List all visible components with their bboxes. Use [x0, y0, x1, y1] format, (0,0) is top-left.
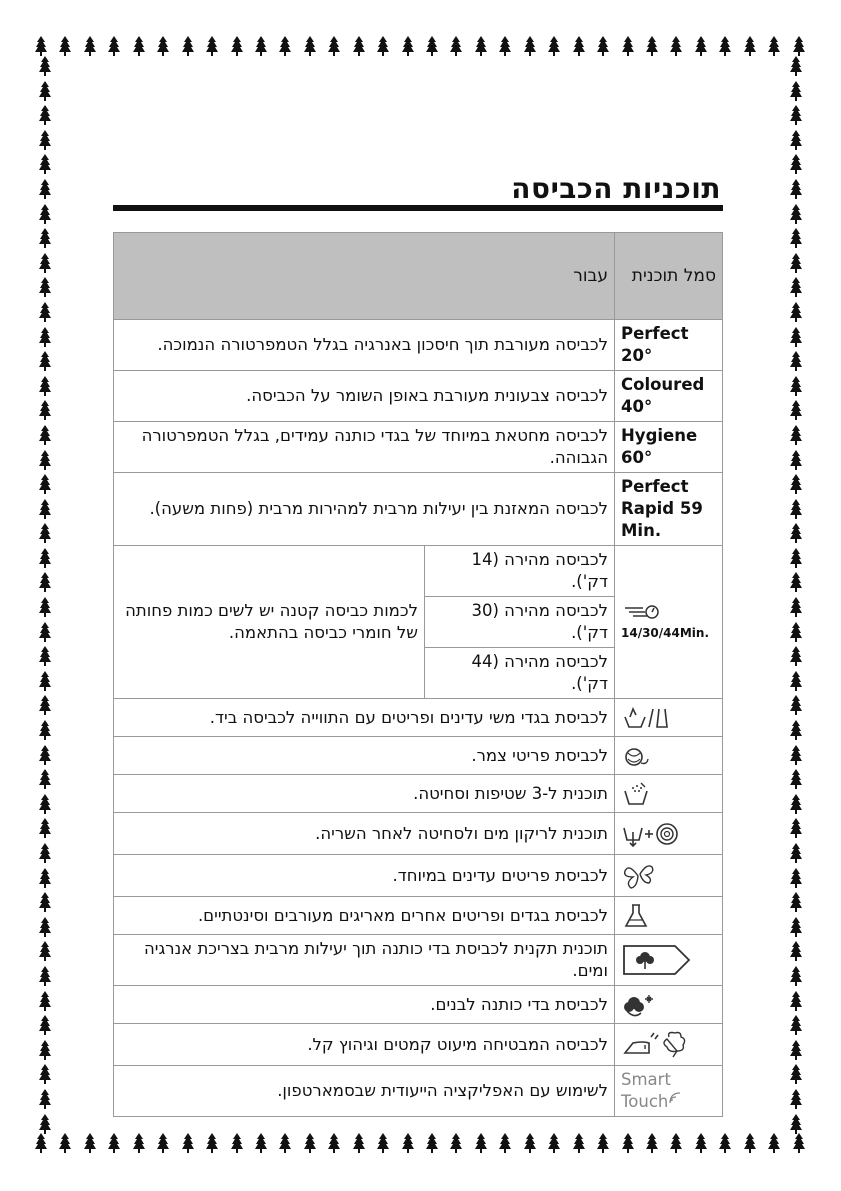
tree-icon: [83, 1133, 97, 1155]
tree-icon: [789, 253, 803, 273]
tree-icon: [303, 1133, 317, 1155]
tree-icon: [38, 991, 52, 1011]
table-header: [114, 233, 723, 320]
table-row: [114, 986, 723, 1024]
tree-icon: [278, 1133, 292, 1155]
tree-icon: [38, 966, 52, 986]
quick-wash-icon: [621, 603, 661, 621]
border-top: [34, 36, 806, 58]
title-underline: [113, 205, 723, 211]
table-row: [114, 422, 723, 473]
program-symbol: Perfect 20°: [615, 320, 723, 371]
tree-icon: [38, 720, 52, 740]
tree-icon: [789, 425, 803, 445]
tree-icon: [789, 277, 803, 297]
tree-icon: [38, 818, 52, 838]
tree-icon: [789, 204, 803, 224]
tree-icon: [38, 523, 52, 543]
tree-icon: [572, 1133, 586, 1155]
tree-icon: [254, 36, 268, 58]
quick-note: לכמות כביסה קטנה יש לשים כמות פחותה של חומרי כביסה בהתאמה.: [114, 546, 425, 699]
tree-icon: [789, 695, 803, 715]
tree-icon: [498, 1133, 512, 1155]
tree-icon: [621, 1133, 635, 1155]
tree-icon: [789, 917, 803, 937]
tree-icon: [132, 1133, 146, 1155]
tree-icon: [645, 1133, 659, 1155]
eco-cotton-icon: [621, 943, 693, 977]
table-row: [114, 775, 723, 813]
cotton-white-icon: [621, 991, 655, 1019]
tree-icon: [38, 671, 52, 691]
tree-icon: [792, 36, 806, 58]
tree-icon: [230, 36, 244, 58]
tree-icon: [596, 36, 610, 58]
program-symbol: Coloured 40°: [615, 371, 723, 422]
tree-icon: [449, 1133, 463, 1155]
tree-icon: [34, 1133, 48, 1155]
butterfly-delicate-icon: [621, 861, 657, 891]
tree-icon: [789, 966, 803, 986]
tree-icon: [38, 450, 52, 470]
tree-icon: [376, 1133, 390, 1155]
tree-icon: [789, 499, 803, 519]
tree-icon: [789, 991, 803, 1011]
program-desc: לכביסת בדי כותנה לבנים.: [114, 986, 615, 1024]
tree-icon: [789, 351, 803, 371]
tree-icon: [718, 1133, 732, 1155]
tree-icon: [789, 745, 803, 765]
wool-icon: [621, 743, 651, 769]
tree-icon: [789, 572, 803, 592]
wireless-signal-icon: [668, 1091, 682, 1105]
tree-icon: [58, 1133, 72, 1155]
tree-icon: [327, 1133, 341, 1155]
tree-icon: [38, 81, 52, 101]
tree-icon: [789, 769, 803, 789]
table-row: [114, 813, 723, 855]
table-row: [114, 699, 723, 737]
tree-icon: [425, 36, 439, 58]
program-desc: לכביסה מחטאת במיוחד של בגדי כותנה עמידים, בגלל הטמפרטורה הגבוהה.: [114, 422, 615, 473]
tree-icon: [181, 1133, 195, 1155]
table-row: [114, 320, 723, 371]
tree-icon: [352, 1133, 366, 1155]
tree-icon: [789, 327, 803, 347]
tree-icon: [38, 794, 52, 814]
table-row: [114, 897, 723, 935]
tree-icon: [38, 474, 52, 494]
programs-table: [113, 232, 723, 1117]
tree-icon: [83, 36, 97, 58]
program-desc: תוכנית ל-3 שטיפות וסחיטה.: [114, 775, 615, 813]
tree-icon: [596, 1133, 610, 1155]
tree-icon: [254, 1133, 268, 1155]
tree-icon: [38, 499, 52, 519]
tree-icon: [789, 179, 803, 199]
quick-symbol-label: 14/30/44Min.: [621, 626, 710, 640]
program-desc: לשימוש עם האפליקציה הייעודית שבסמארטפון.: [114, 1066, 615, 1117]
tree-icon: [38, 277, 52, 297]
program-desc: לכביסה המאזנת בין יעילות מרבית למהירות מרבית (פחות משעה).: [114, 473, 615, 546]
tree-icon: [789, 671, 803, 691]
tree-icon: [789, 941, 803, 961]
tree-icon: [107, 1133, 121, 1155]
tree-icon: [425, 1133, 439, 1155]
tree-icon: [789, 474, 803, 494]
tree-icon: [38, 228, 52, 248]
border-bottom: [34, 1133, 806, 1155]
quick-symbol-cell: [615, 546, 723, 699]
tree-icon: [449, 36, 463, 58]
tree-icon: [789, 56, 803, 76]
tree-icon: [718, 36, 732, 58]
tree-icon: [669, 36, 683, 58]
smart-touch-label: Smart Touch: [621, 1070, 671, 1111]
tree-icon: [789, 1089, 803, 1109]
tree-icon: [38, 1015, 52, 1035]
tree-icon: [34, 36, 48, 58]
tree-icon: [694, 36, 708, 58]
easy-iron-icon: [621, 1029, 695, 1061]
tree-icon: [107, 36, 121, 58]
tree-icon: [38, 400, 52, 420]
tree-icon: [38, 253, 52, 273]
table-row: [114, 737, 723, 775]
table-row: [114, 473, 723, 546]
tree-icon: [327, 36, 341, 58]
tree-icon: [205, 1133, 219, 1155]
tree-icon: [38, 646, 52, 666]
tree-icon: [181, 36, 195, 58]
drain-spin-icon: [621, 820, 681, 848]
tree-icon: [38, 130, 52, 150]
quick-item: לכביסה מהירה (30 דק').: [425, 597, 615, 648]
tree-icon: [789, 81, 803, 101]
tree-icon: [789, 646, 803, 666]
tree-icon: [230, 1133, 244, 1155]
tree-icon: [789, 794, 803, 814]
tree-icon: [38, 695, 52, 715]
rinse-icon: [621, 781, 651, 807]
tree-icon: [376, 36, 390, 58]
tree-icon: [38, 1089, 52, 1109]
tree-icon: [205, 36, 219, 58]
tree-icon: [474, 1133, 488, 1155]
tree-icon: [156, 36, 170, 58]
tree-icon: [767, 36, 781, 58]
header-for: עבור: [114, 233, 615, 320]
quick-item: לכביסה מהירה (14 דק').: [425, 546, 615, 597]
program-desc: לכביסה מעורבת תוך חיסכון באנרגיה בגלל הטמפרטורה הנמוכה.: [114, 320, 615, 371]
tree-icon: [38, 572, 52, 592]
tree-icon: [38, 597, 52, 617]
tree-icon: [38, 179, 52, 199]
tree-icon: [789, 868, 803, 888]
tree-icon: [38, 1064, 52, 1084]
table-row: [114, 371, 723, 422]
border-right: [785, 56, 807, 1134]
tree-icon: [669, 1133, 683, 1155]
table-row: [114, 855, 723, 897]
table-row: [114, 935, 723, 986]
tree-icon: [743, 36, 757, 58]
tree-icon: [789, 228, 803, 248]
tree-icon: [38, 548, 52, 568]
program-symbol: Perfect Rapid 59 Min.: [615, 473, 723, 546]
tree-icon: [789, 523, 803, 543]
tree-icon: [278, 36, 292, 58]
tree-icon: [38, 1114, 52, 1134]
tree-icon: [789, 1114, 803, 1134]
tree-icon: [789, 597, 803, 617]
tree-icon: [789, 105, 803, 125]
tree-icon: [767, 1133, 781, 1155]
tree-icon: [303, 36, 317, 58]
tree-icon: [132, 36, 146, 58]
tree-icon: [743, 1133, 757, 1155]
tree-icon: [789, 400, 803, 420]
tree-icon: [38, 425, 52, 445]
tree-icon: [789, 154, 803, 174]
tree-icon: [38, 351, 52, 371]
program-desc: לכביסת פריטים עדינים במיוחד.: [114, 855, 615, 897]
tree-icon: [789, 843, 803, 863]
tree-icon: [38, 868, 52, 888]
tree-icon: [789, 892, 803, 912]
program-symbol: Hygiene 60°: [615, 422, 723, 473]
handwash-delicate-icon: [621, 705, 671, 731]
program-desc: תוכנית לריקון מים ולסחיטה לאחר השריה.: [114, 813, 615, 855]
program-desc: לכביסת פריטי צמר.: [114, 737, 615, 775]
tree-icon: [352, 36, 366, 58]
tree-icon: [38, 154, 52, 174]
table-row: [114, 1024, 723, 1066]
synthetic-flask-icon: [621, 902, 651, 930]
tree-icon: [38, 302, 52, 322]
program-desc: לכביסת בגדים ופריטים אחרים מאריגים מעורבים וסינטתיים.: [114, 897, 615, 935]
tree-icon: [792, 1133, 806, 1155]
tree-icon: [38, 917, 52, 937]
tree-icon: [789, 548, 803, 568]
tree-icon: [523, 1133, 537, 1155]
tree-icon: [547, 1133, 561, 1155]
tree-icon: [38, 376, 52, 396]
tree-icon: [789, 376, 803, 396]
tree-icon: [38, 105, 52, 125]
tree-icon: [38, 1040, 52, 1060]
program-desc: לכביסת בגדי משי עדינים ופריטים עם התווייה לכביסה ביד.: [114, 699, 615, 737]
tree-icon: [547, 36, 561, 58]
tree-icon: [38, 892, 52, 912]
program-desc: לכביסה המבטיחה מיעוט קמטים וגיהוץ קל.: [114, 1024, 615, 1066]
tree-icon: [523, 36, 537, 58]
tree-icon: [694, 1133, 708, 1155]
tree-icon: [156, 1133, 170, 1155]
tree-icon: [38, 941, 52, 961]
tree-icon: [498, 36, 512, 58]
page-title: תוכניות הכביסה: [511, 172, 721, 205]
tree-icon: [789, 622, 803, 642]
tree-icon: [474, 36, 488, 58]
tree-icon: [38, 56, 52, 76]
tree-icon: [789, 302, 803, 322]
tree-icon: [401, 1133, 415, 1155]
quick-item: לכביסה מהירה (44 דק').: [425, 648, 615, 699]
tree-icon: [38, 327, 52, 347]
tree-icon: [621, 36, 635, 58]
program-desc: תוכנית תקנית לכביסת בדי כותנה תוך יעילות מרבית בצריכת אנרגיה ומים.: [114, 935, 615, 986]
tree-icon: [58, 36, 72, 58]
tree-icon: [789, 818, 803, 838]
tree-icon: [38, 843, 52, 863]
tree-icon: [38, 769, 52, 789]
tree-icon: [789, 1015, 803, 1035]
tree-icon: [789, 450, 803, 470]
table-row: [114, 1066, 723, 1117]
tree-icon: [38, 204, 52, 224]
tree-icon: [38, 622, 52, 642]
tree-icon: [38, 745, 52, 765]
tree-icon: [789, 130, 803, 150]
table-row: [114, 546, 723, 597]
tree-icon: [789, 1064, 803, 1084]
border-left: [34, 56, 56, 1134]
header-symbol: סמל תוכנית: [615, 233, 723, 320]
tree-icon: [789, 720, 803, 740]
program-desc: לכביסה צבעונית מעורבת באופן השומר על הכביסה.: [114, 371, 615, 422]
tree-icon: [401, 36, 415, 58]
tree-icon: [572, 36, 586, 58]
tree-icon: [645, 36, 659, 58]
tree-icon: [789, 1040, 803, 1060]
